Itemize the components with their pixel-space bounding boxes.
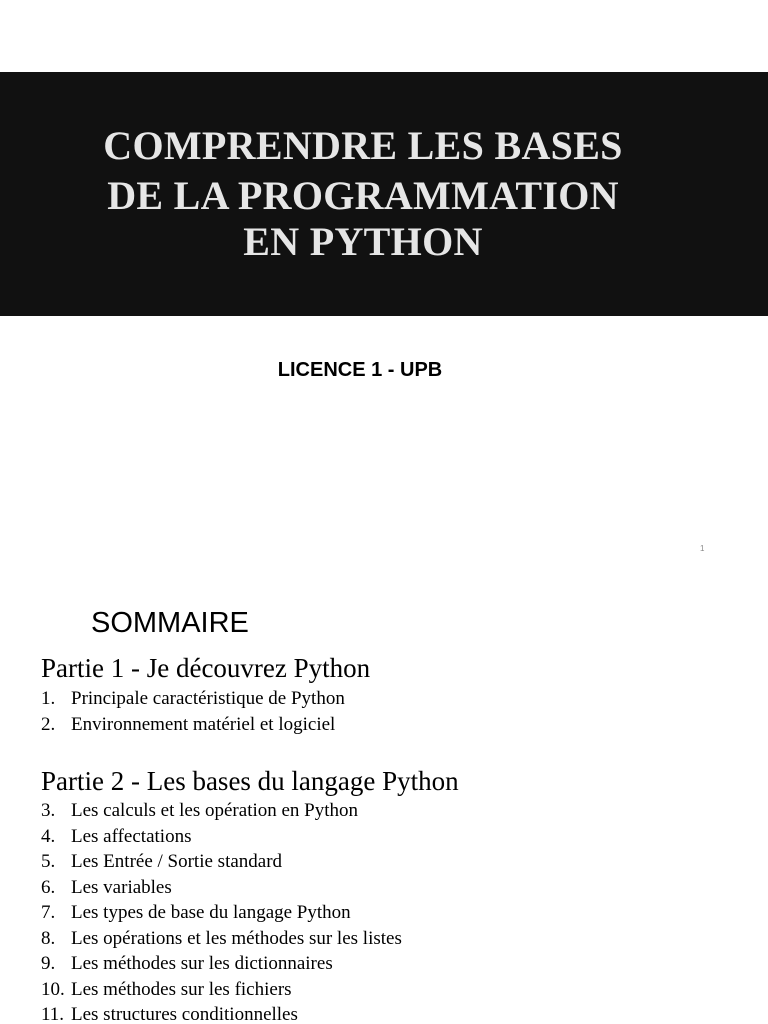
slide-number: 1 (700, 544, 705, 553)
item-number: 9. (41, 953, 56, 974)
item-number: 2. (41, 713, 56, 735)
list-item (41, 926, 402, 952)
item-label: Les types de base du langage Python (71, 902, 351, 923)
item-label: Principale caractéristique de Python (71, 688, 345, 709)
item-label: Les affectations (71, 825, 192, 847)
list-item (41, 798, 402, 824)
item-label: Les structures conditionnelles (71, 1004, 298, 1024)
item-number: 5. (41, 851, 56, 872)
list-item (41, 686, 345, 712)
title-line-3: EN PYTHON (243, 219, 483, 264)
item-number: 10. (41, 978, 65, 1000)
title-banner (0, 72, 768, 316)
list-item (41, 875, 402, 901)
item-label: Les calculs et les opération en Python (71, 800, 359, 821)
item-label: Les Entrée / Sortie standard (71, 851, 283, 872)
part-1-heading: Partie 1 - Je découvrez Python (41, 653, 371, 683)
list-item (41, 977, 402, 1003)
item-number: 4. (41, 825, 56, 847)
part-2-list (41, 798, 402, 1024)
item-label: Environnement matériel et logiciel (71, 713, 336, 735)
part-1-list (41, 686, 345, 737)
part-2-heading: Partie 2 - Les bases du langage Python (41, 766, 459, 796)
sommaire-heading: SOMMAIRE (91, 607, 249, 639)
list-item (41, 951, 402, 977)
list-item (41, 849, 402, 875)
item-number: 6. (41, 876, 56, 898)
list-item (41, 1002, 402, 1024)
item-label: Les méthodes sur les dictionnaires (71, 953, 333, 974)
item-number: 7. (41, 902, 56, 923)
item-number: 11. (41, 1004, 65, 1024)
title-line-1: COMPRENDRE LES BASES (103, 123, 623, 168)
item-label: Les méthodes sur les fichiers (71, 978, 292, 1000)
title-line-2: DE LA PROGRAMMATION (107, 173, 619, 218)
item-label: Les opérations et les méthodes sur les listes (71, 927, 402, 949)
list-item (41, 900, 402, 926)
subtitle: LICENCE 1 - UPB (277, 359, 443, 381)
item-number: 3. (41, 800, 56, 821)
list-item (41, 712, 345, 738)
item-number: 1. (41, 688, 56, 709)
item-label: Les variables (71, 876, 172, 898)
item-number: 8. (41, 927, 56, 949)
list-item (41, 824, 402, 850)
